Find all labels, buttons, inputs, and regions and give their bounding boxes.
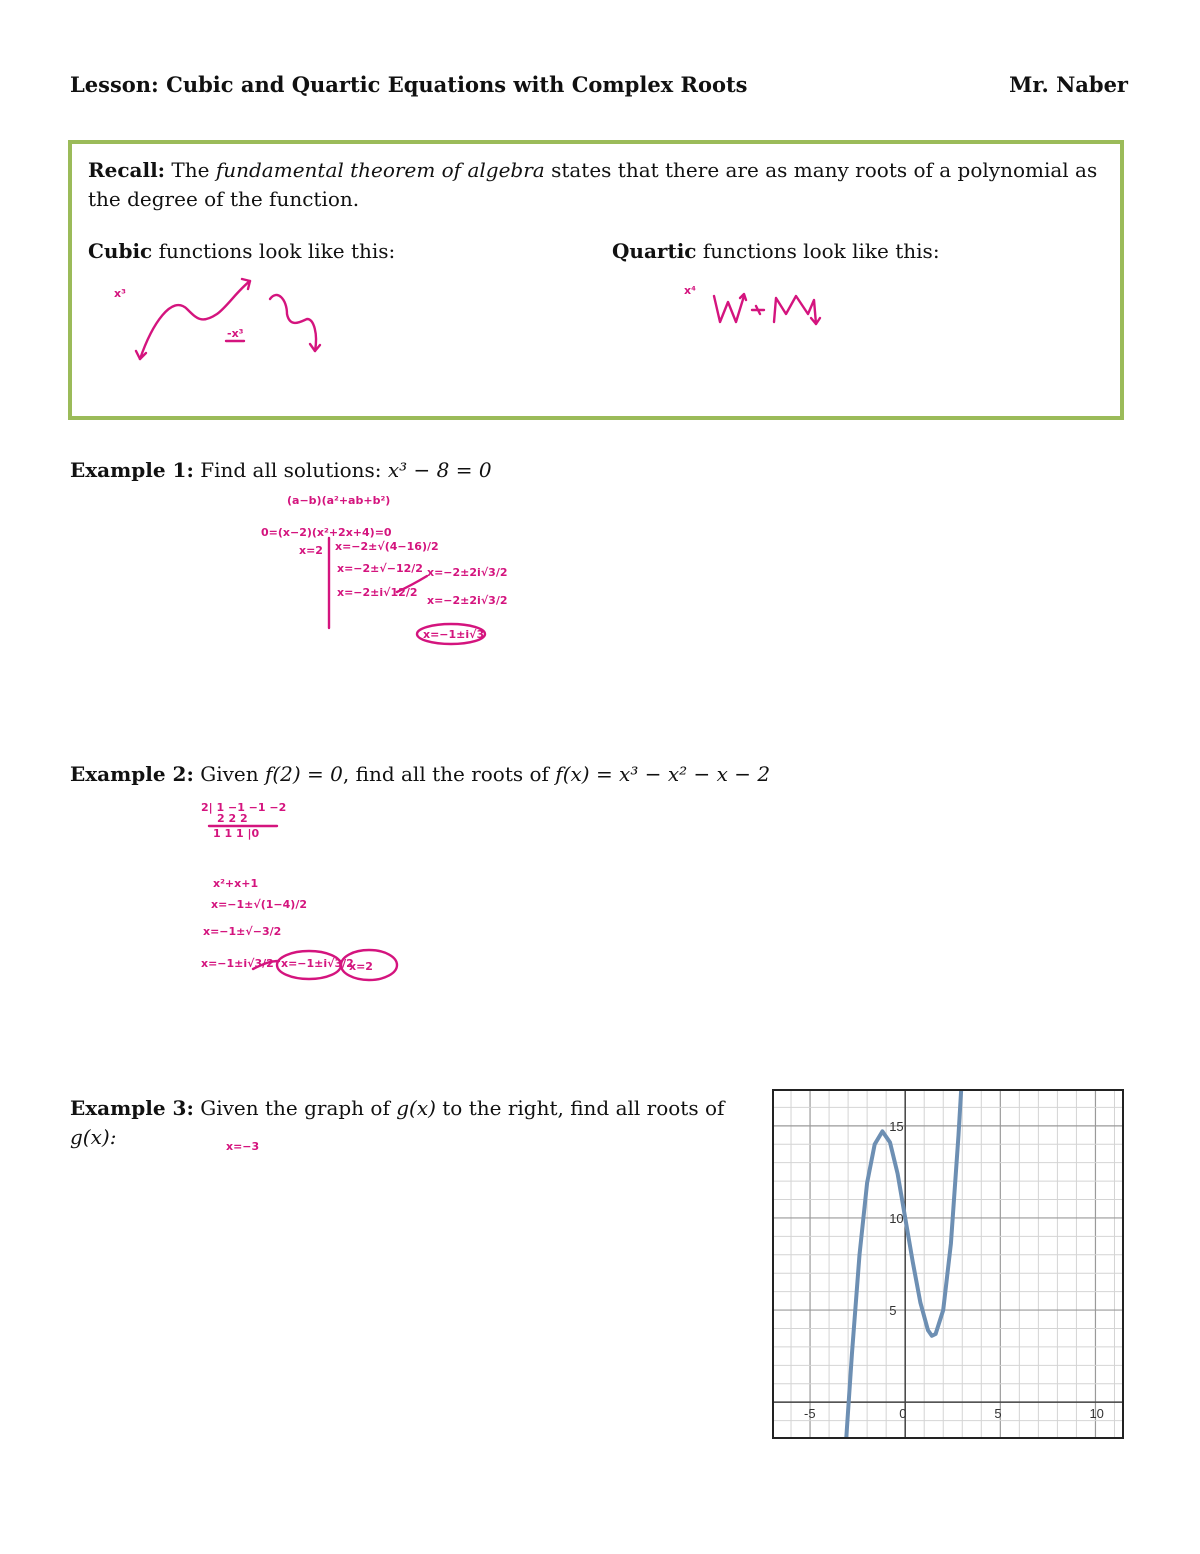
cubic-curve-negative	[270, 295, 316, 351]
y-tick-label: 10	[889, 1210, 904, 1226]
svg-text:x=−2±2i√3/2: x=−2±2i√3/2	[427, 566, 508, 579]
recall-pre: The	[171, 158, 210, 182]
svg-text:x=−2±√−12/2: x=−2±√−12/2	[337, 562, 423, 575]
ex1-root-real: x=2	[299, 544, 323, 557]
svg-text:x=−2±2i√3/2: x=−2±2i√3/2	[427, 594, 508, 607]
ex2-answer-2: x=2	[349, 960, 373, 973]
example-1-work	[255, 482, 525, 652]
recall-label: Recall:	[88, 158, 166, 182]
y-tick-label: 15	[889, 1118, 904, 1134]
cubic-sketch	[102, 269, 362, 369]
recall-statement	[88, 156, 1108, 214]
theorem-name: fundamental theorem of algebra	[215, 158, 545, 182]
cubic-curve-positive	[140, 281, 250, 359]
series-line-g	[846, 1089, 962, 1439]
quartic-power-note: x⁴	[684, 284, 696, 297]
svg-text:1 1 1 |0: 1 1 1 |0	[213, 827, 260, 840]
quartic-label: Quartic functions look like this:	[612, 239, 940, 263]
example-3: Example 3: Given the graph of g(x) to the right, find all roots of g(x):	[70, 1096, 725, 1149]
recall-box	[68, 140, 1124, 420]
example-2-work	[195, 795, 410, 985]
cubic-label: Cubic functions look like this:	[88, 239, 396, 263]
lesson-title: Lesson: Cubic and Quartic Equations with Complex Roots	[70, 72, 748, 97]
svg-text:2| 1 −1 −1 −2: 2| 1 −1 −1 −2	[201, 801, 287, 814]
svg-text:2 2 2: 2 2 2	[217, 812, 248, 825]
example-2-given: f(2) = 0	[264, 762, 343, 786]
x-tick-label: 0	[899, 1406, 907, 1422]
x-tick-label: 5	[994, 1406, 1002, 1422]
cubic-power-note: x³	[114, 287, 126, 300]
recall-post: states that there are as many roots of a polynomial as the degree of the function.	[88, 158, 1098, 211]
example-2-equation: f(x) = x³ − x² − x − 2	[555, 762, 771, 786]
lesson-header	[70, 72, 1128, 106]
svg-text:x=−1±√(1−4)/2: x=−1±√(1−4)/2	[211, 898, 307, 911]
quartic-sketch	[682, 274, 852, 334]
example-1-equation: x³ − 8 = 0	[387, 458, 492, 482]
quartic-curve-w	[714, 296, 744, 322]
x-tick-label: -5	[804, 1406, 816, 1422]
x-tick-label: 10	[1089, 1406, 1104, 1422]
svg-text:x²+x+1: x²+x+1	[213, 877, 259, 890]
svg-text:x=−2±√(4−16)/2: x=−2±√(4−16)/2	[335, 540, 439, 553]
ex1-factor: (a−b)(a²+ab+b²)	[287, 494, 391, 507]
quartic-curve-m	[774, 296, 816, 324]
ex3-note: x=−3	[226, 1140, 260, 1153]
graph-g	[772, 1089, 1124, 1439]
example-3-fn: g(x)	[396, 1096, 436, 1120]
example-2: Example 2: Given f(2) = 0, find all the roots of f(x) = x³ − x² − x − 2	[70, 762, 771, 786]
cubic-neg-note: -x³	[227, 327, 244, 340]
ex2-answer-1: x=−1±i√3/2	[281, 957, 354, 970]
y-tick-label: 5	[889, 1303, 897, 1319]
example-1: Example 1: Find all solutions: x³ − 8 = 0	[70, 458, 492, 482]
graph-svg	[772, 1089, 1124, 1439]
ex1-line: 0=(x−2)(x²+2x+4)=0	[261, 526, 392, 539]
svg-text:x=−1±i√3/2: x=−1±i√3/2	[201, 957, 274, 970]
teacher-name: Mr. Naber	[1009, 72, 1128, 97]
svg-text:x=−1±√−3/2: x=−1±√−3/2	[203, 925, 282, 938]
example-3-work	[222, 1136, 272, 1156]
ex1-answer: x=−1±i√3	[423, 628, 485, 641]
example-3-fn2: g(x):	[70, 1125, 117, 1149]
svg-text:x=−2±i√12/2: x=−2±i√12/2	[337, 586, 418, 599]
